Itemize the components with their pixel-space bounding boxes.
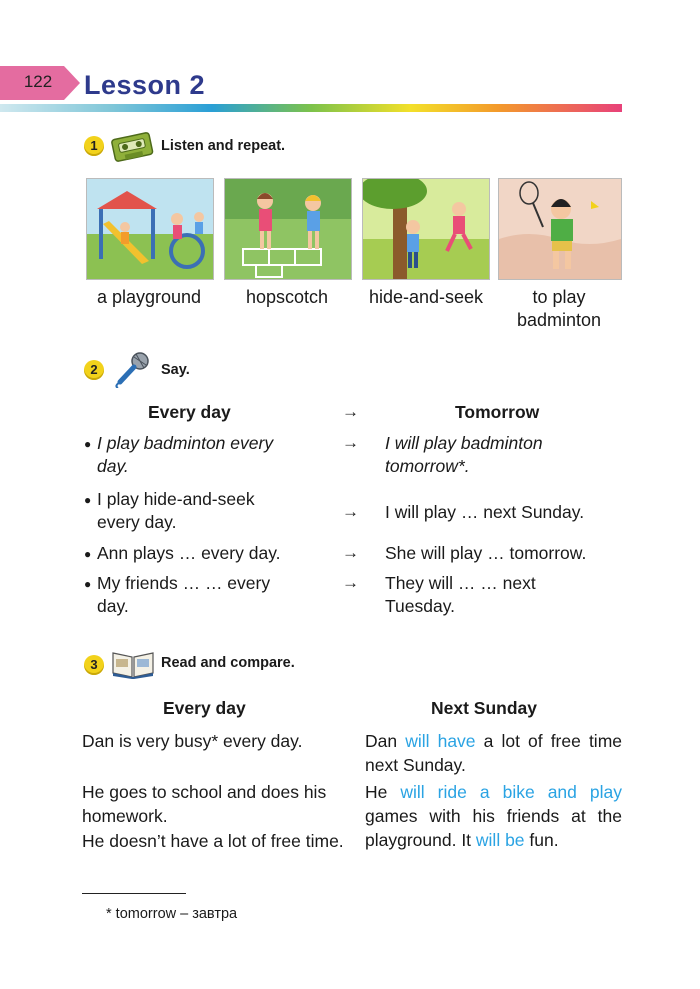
exercise-3-instruction: Read and compare. (161, 655, 295, 671)
say-header-arrow: → (342, 402, 359, 421)
hopscotch-picture (224, 178, 352, 280)
say-row-4-right: They will … … next Tuesday. (385, 573, 536, 616)
say-row-2-left: I play hide-and-seek every day. (97, 489, 255, 532)
say-left-header: Every day (148, 402, 231, 422)
compare-right-header: Next Sunday (431, 698, 537, 718)
microphone-icon (112, 350, 152, 388)
compare-right-p1: Dan will have a lot of free time next Sunday. (365, 731, 622, 775)
playground-picture (86, 178, 214, 280)
bullet: ● (84, 577, 92, 591)
say-row-4-left: My friends … … every day. (97, 573, 271, 616)
say-row-2-right: I will play … next Sunday. (385, 502, 585, 522)
say-row-3-left: Ann plays … every day. (97, 543, 281, 563)
footnote: * tomorrow – завтра (106, 906, 238, 922)
rainbow-divider (0, 104, 622, 112)
say-row-4-arrow: → (342, 573, 359, 592)
exercise-1-instruction: Listen and repeat. (161, 138, 286, 154)
compare-left-p1: Dan is very busy* every day. (82, 731, 303, 751)
cassette-icon (110, 130, 154, 162)
exercise-2-instruction: Say. (161, 362, 190, 378)
compare-left-p3: He doesn’t have a lot of free time. (82, 831, 344, 851)
lesson-title: Lesson 2 (84, 70, 206, 100)
caption-playground: a playground (96, 287, 202, 307)
book-icon (110, 645, 156, 679)
say-row-3-arrow: → (342, 543, 359, 562)
say-row-2-arrow: → (342, 502, 359, 521)
bullet: ● (84, 493, 92, 507)
compare-left-header: Every day (163, 698, 246, 718)
footnote-divider (82, 893, 186, 894)
bullet: ● (84, 547, 92, 561)
exercise-1-number: 1 (84, 136, 104, 156)
exercise-3-number: 3 (84, 655, 104, 675)
say-row-1-right: I will play badminton tomorrow*. (385, 433, 543, 476)
say-row-3-right: She will play … tomorrow. (385, 543, 587, 563)
say-row-1-left: I play badminton every day. (97, 433, 274, 476)
page-number: 122 (23, 72, 53, 91)
exercise-2-number: 2 (84, 360, 104, 380)
caption-badminton: to play badminton (516, 287, 602, 330)
say-row-1-arrow: → (342, 433, 359, 452)
caption-hide-and-seek: hide-and-seek (368, 287, 484, 307)
compare-left-p2: He goes to school and does his homework. (82, 782, 327, 826)
say-right-header: Tomorrow (455, 402, 540, 422)
hide-and-seek-picture (362, 178, 490, 280)
compare-right-p2: He will ride a bike and play games with his friends at the playground. It will be fun. (365, 782, 622, 850)
caption-hopscotch: hopscotch (245, 287, 329, 307)
bullet: ● (84, 437, 92, 451)
badminton-picture (498, 178, 622, 280)
